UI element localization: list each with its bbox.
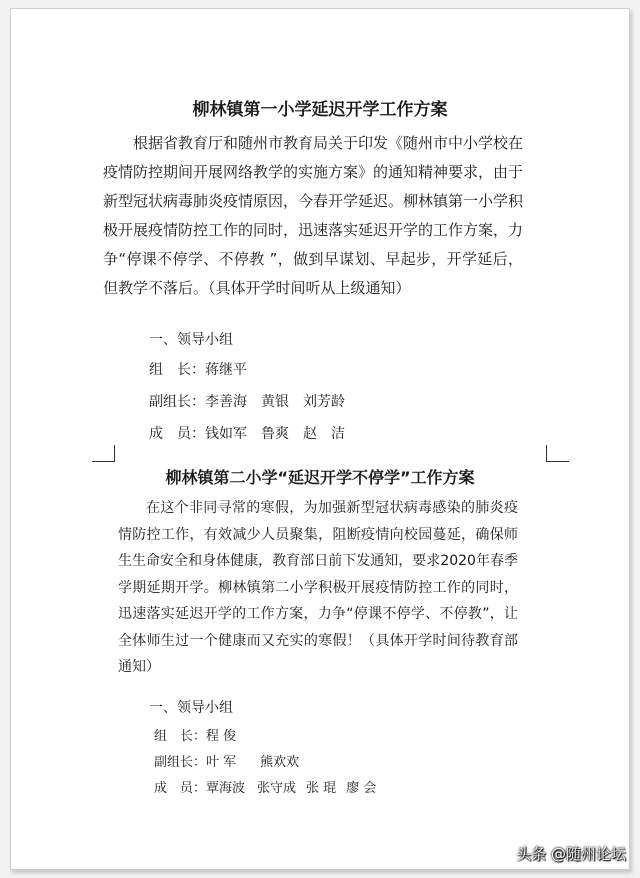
section1-leader-row (149, 359, 247, 379)
section1-heading: 一、领导小组 (149, 332, 233, 348)
deputy-label: 副组长： (154, 755, 207, 770)
member-name: 张守成 (257, 781, 297, 796)
crop-mark-right (546, 445, 569, 462)
leader-label: 组 长： (154, 729, 207, 744)
members-label: 成 员： (149, 426, 205, 442)
section2-members-row (154, 777, 376, 796)
section1-deputy-row (149, 391, 345, 411)
deputy-name: 李善海 (205, 394, 247, 410)
leader-name: 程 俊 (206, 729, 237, 744)
deputy-name: 叶 军 (206, 755, 237, 770)
member-name: 覃海波 (206, 781, 246, 796)
platform-watermark: 头条 @随州论坛 (516, 845, 626, 863)
section2-deputy-row (154, 751, 299, 770)
section2-paragraph: 在这个非同寻常的寒假，为加强新型冠状病毒感染的肺炎疫情防控工作，有效减少人员聚集，阻断疫情向校园蔓延，确保师生生命安全和身体健康，教育部日前下发通知，要求2020年春季学期延期开学。柳林镇第二小学积极开展疫情防控工作的同时，迅速落实延迟开学的工作方案，力争“停课不停学、不停教”，让全体师生过一个健康而又充实的寒假！（具体开学时间待教育部通知） (118, 500, 518, 675)
deputy-label: 副组长： (149, 394, 205, 410)
member-name: 赵 洁 (303, 426, 345, 442)
deputy-name: 刘芳龄 (303, 394, 345, 410)
deputy-name: 黄银 (261, 394, 289, 410)
section1-paragraph: 根据省教育厅和随州市教育局关于印发《随州市中小学校在疫情防控期间开展网络教学的实施方案》的通知精神要求，由于新型冠状病毒肺炎疫情原因，今春开学延迟。柳林镇第一小学积极开展疫情防控工作的同时，迅速落实延迟开学的工作方案，力争“停课不停学、不停教 ”，做到早谋划、早起步，开学延后，但教学不落后。（具体开学时间听从上级通知） (103, 134, 524, 297)
member-name: 廖 会 (346, 781, 377, 796)
member-name: 鲁爽 (261, 426, 289, 442)
leader-label: 组 长： (149, 362, 205, 378)
deputy-name: 熊欢欢 (260, 755, 300, 770)
section2-title: 柳林镇第二小学“延迟开学不停学”工作方案 (165, 468, 475, 487)
member-name: 张 琨 (306, 781, 337, 796)
section1-title: 柳林镇第一小学延迟开学工作方案 (192, 100, 448, 120)
crop-mark-left (92, 445, 115, 462)
section2-heading: 一、领导小组 (149, 700, 233, 716)
section1-members-row (149, 423, 345, 443)
members-label: 成 员： (154, 781, 207, 796)
document-page (10, 8, 630, 870)
section2-leader-row (154, 725, 236, 744)
member-name: 钱如军 (205, 426, 247, 442)
leader-name: 蒋继平 (205, 362, 247, 378)
